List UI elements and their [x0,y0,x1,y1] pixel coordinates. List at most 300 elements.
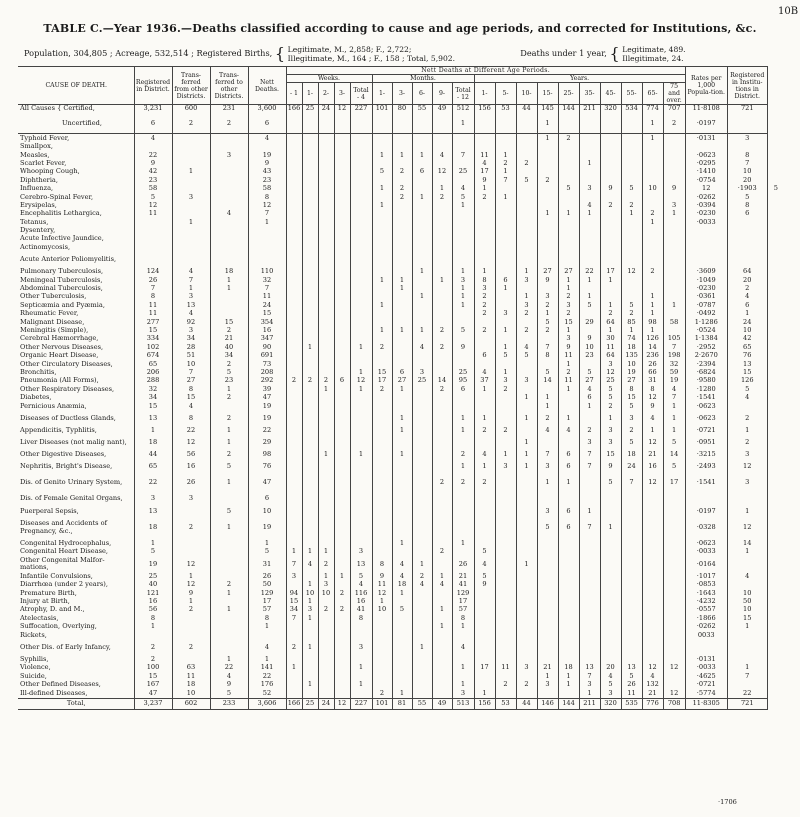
table-cell [432,202,452,210]
table-cell [621,516,642,540]
table-cell: 320 [600,698,621,709]
table-cell [334,672,350,680]
table-cell: 27 [558,268,579,276]
table-cell: 9 [579,335,600,343]
table-cell [516,218,537,226]
table-cell: 90 [248,343,286,351]
table-cell [302,301,318,309]
table-cell: ·0131 [685,134,727,143]
years-header: Years. [474,75,685,83]
table-cell: 25 [134,572,172,580]
table-cell [318,210,334,218]
table-cell: 15 [600,451,621,459]
table-cell: 2 [558,310,579,318]
table-cell: 4 [474,451,495,459]
table-cell [537,548,558,556]
population: Population, 304,805 ; [24,48,113,58]
table-cell: 1 [210,276,248,284]
table-cell [558,252,579,268]
table-cell [642,540,663,548]
all-causes-sub: Uncertified, [62,118,102,127]
age-col-header: 65- [642,83,663,105]
table-cell: 1 [172,218,210,226]
table-cell [172,202,210,210]
table-cell: 8 [134,293,172,301]
deaths-label: Deaths under 1 year, [520,48,607,58]
table-cell: ·0131 [685,656,727,664]
table-cell [286,689,302,698]
table-cell [412,235,432,243]
table-cell [412,301,432,309]
table-cell [516,252,537,268]
table-cell [392,318,412,326]
table-cell: 2 [727,285,767,293]
table-cell [663,218,685,226]
table-cell: 8 [372,556,392,572]
table-cell: 21 [210,335,248,343]
table-cell: 1 [302,614,318,622]
table-cell: 18 [392,581,412,589]
table-cell: 65 [134,360,172,368]
table-cell [621,193,642,201]
table-cell [334,285,350,293]
table-cell: 11 [134,310,172,318]
table-cell: 2 [516,327,537,335]
table-cell [318,507,334,515]
table-cell: 512 [452,105,474,114]
cause-label: Atelectasis, [20,614,59,622]
table-cell: 3 [727,475,767,491]
table-cell: 2 [537,176,558,184]
table-cell [537,143,558,151]
table-cell: 2 [210,327,248,335]
table-cell [172,507,210,515]
table-cell [412,143,432,151]
table-cell [495,185,516,193]
table-cell: 2 [432,548,452,556]
table-cell: 2 [392,193,412,201]
table-cell [474,435,495,451]
table-cell [685,491,727,507]
table-cell: 1 [350,664,372,672]
table-cell: 4 [579,385,600,393]
table-cell: 1 [210,385,248,393]
table-cell: 2 [452,475,474,491]
table-cell: 3 [452,689,474,698]
table-cell [334,202,350,210]
table-cell [579,475,600,491]
table-cell [516,151,537,159]
table-cell: 11 [134,210,172,218]
table-cell [412,394,432,402]
table-cell: 74 [621,335,642,343]
table-cell: 1 [412,151,432,159]
rates-header: Rates per 1,000 Popula-tion. [685,67,727,105]
table-cell: 2 [663,113,685,134]
table-cell [392,113,412,134]
table-cell: 1 [452,301,474,309]
table-cell [516,318,537,326]
table-cell: 1 [516,451,537,459]
table-cell [558,218,579,226]
table-cell [372,394,392,402]
table-cell: 76 [727,352,767,360]
table-cell: 12 [685,185,727,193]
table-cell [537,631,558,639]
age-col-header: 35- [579,83,600,105]
table-cell: 4 [172,268,210,276]
table-cell: 1 [495,451,516,459]
table-cell [537,623,558,631]
table-cell [350,243,372,251]
table-cell [372,681,392,689]
table-cell [642,143,663,151]
table-cell: 50 [727,598,767,606]
table-cell [558,235,579,243]
cause-label: Meningeal Tuberculosis, [20,276,103,284]
table-cell [318,193,334,201]
table-cell [432,394,452,402]
table-cell [350,168,372,176]
table-cell [210,548,248,556]
table-cell [412,160,432,168]
table-cell: 4 [172,310,210,318]
table-cell: ·0230 [685,285,727,293]
table-cell: 44 [516,105,537,114]
table-cell: 6 [392,369,412,377]
table-cell [302,507,318,515]
table-cell: 7 [495,176,516,184]
table-cell [412,435,432,451]
table-cell [334,227,350,235]
table-cell: 2 [210,360,248,368]
table-cell: 1 [558,411,579,427]
table-cell [302,352,318,360]
table-cell [302,360,318,368]
table-cell: 101 [372,698,392,709]
table-cell [318,459,334,475]
table-cell: 24 [318,698,334,709]
table-cell: 94 [286,589,302,597]
table-cell [334,235,350,243]
table-cell: 2 [727,411,767,427]
table-cell [412,243,432,251]
table-cell: 3 [210,151,248,159]
table-cell [474,516,495,540]
table-cell: 3 [600,689,621,698]
cause-label: Erysipelas, [20,201,57,209]
table-cell [432,285,452,293]
cause-label: Other Dis. of Early Infancy, [20,642,111,651]
table-cell [452,176,474,184]
weeks-header: Weeks. [286,75,372,83]
table-cell: 1 [318,548,334,556]
table-cell [621,285,642,293]
table-cell: ·2493 [685,459,727,475]
table-cell [600,193,621,201]
table-cell [642,252,663,268]
table-cell: 7 [134,285,172,293]
table-row [18,210,784,218]
table-cell [537,385,558,393]
table-cell [432,268,452,276]
table-cell: 1 [412,268,432,276]
table-cell [537,491,558,507]
table-cell [392,352,412,360]
table-cell [579,491,600,507]
table-cell [600,491,621,507]
table-cell [412,113,432,134]
table-cell [558,656,579,664]
table-cell [286,335,302,343]
table-cell [579,227,600,235]
table-cell: 1 [642,218,663,226]
table-cell: 13 [172,301,210,309]
table-cell: 1 [474,185,495,193]
table-cell [600,507,621,515]
table-row [18,343,784,351]
table-cell: 5 [516,176,537,184]
table-cell [663,193,685,201]
table-cell: 100 [134,664,172,672]
table-cell [558,598,579,606]
table-cell [318,176,334,184]
table-cell: ·0033 [685,548,727,556]
table-cell [642,276,663,284]
table-cell: 2 [516,681,537,689]
table-cell: 1 [210,656,248,664]
table-cell: 4 [663,385,685,393]
table-cell: 11 [558,377,579,385]
table-cell: ·0361 [685,293,727,301]
table-cell [474,640,495,656]
table-cell [474,631,495,639]
table-cell: 4 [600,672,621,680]
table-cell: 1 [642,327,663,335]
table-cell: 29 [248,435,286,451]
table-cell [663,640,685,656]
table-cell: 1 [432,185,452,193]
table-cell: 76 [248,459,286,475]
table-cell [334,598,350,606]
table-cell [372,193,392,201]
table-cell: 534 [621,105,642,114]
table-cell: 11 [558,352,579,360]
table-cell: 1 [642,113,663,134]
table-cell [452,310,474,318]
table-cell [621,540,642,548]
table-cell [642,176,663,184]
table-cell [334,335,350,343]
table-cell: 49 [432,698,452,709]
table-cell: 1 [392,276,412,284]
table-cell [727,218,767,226]
table-cell [334,360,350,368]
table-cell: 1 [372,327,392,335]
table-cell: 8 [727,202,767,210]
table-cell [210,293,248,301]
table-cell: 5 [372,168,392,176]
table-cell [412,664,432,672]
table-cell [663,572,685,580]
table-cell: 92 [172,318,210,326]
table-cell [663,176,685,184]
table-cell: 1 [727,664,767,672]
table-cell: 1 [372,301,392,309]
table-cell [663,491,685,507]
table-cell [516,598,537,606]
table-cell [642,227,663,235]
table-cell: 22 [248,672,286,680]
table-cell: 3 [558,301,579,309]
table-cell: 1 [172,598,210,606]
table-cell [558,160,579,168]
all-causes-sub: Certified, [63,104,95,113]
table-cell [579,623,600,631]
table-cell [432,491,452,507]
table-row [18,235,784,243]
table-cell: 10 [642,185,663,193]
table-row [18,352,784,360]
table-title: TABLE C.—Year 1936.—Deaths classified according to cause and age periods, and corrected for Institutions, &c. [43,22,757,35]
table-cell: 4 [537,427,558,435]
table-cell [334,614,350,622]
table-cell: 4 [474,160,495,168]
table-cell [642,285,663,293]
table-cell: 1 [495,343,516,351]
table-cell [600,160,621,168]
table-cell: 288 [134,377,172,385]
all-causes-heading: All Causes [20,104,55,113]
table-cell [642,614,663,622]
table-cell [334,276,350,284]
table-cell: 4 [248,134,286,143]
table-cell: 1 [412,193,432,201]
table-cell [685,252,727,268]
table-cell: 2 [474,310,495,318]
table-cell: 15 [621,394,642,402]
table-row [18,202,784,210]
table-cell [350,689,372,698]
table-cell: 18 [621,343,642,351]
cause-label: Influenza, [20,184,54,193]
table-cell [432,243,452,251]
deaths-illegit: Illegitimate, 24. [622,54,684,63]
table-cell [302,435,318,451]
table-cell [558,614,579,622]
table-cell: 6 [134,113,172,134]
table-cell: 3 [558,335,579,343]
table-cell: 3 [537,507,558,515]
table-cell [452,491,474,507]
table-cell [495,113,516,134]
age-col-header: 10- [516,83,537,105]
table-cell [334,656,350,664]
table-cell [621,589,642,597]
table-cell [621,151,642,159]
table-cell: 3 [537,681,558,689]
table-cell [286,672,302,680]
table-cell [286,623,302,631]
table-cell: 236 [642,352,663,360]
table-cell [412,451,432,459]
table-cell [621,113,642,134]
table-cell [412,516,432,540]
table-cell: 2 [495,160,516,168]
table-cell: 1·1286 [685,318,727,326]
table-cell: 11 [495,664,516,672]
table-cell [727,402,767,410]
table-cell: 691 [248,352,286,360]
table-cell: 19 [248,151,286,159]
table-cell: 5 [579,369,600,377]
table-cell: 231 [210,105,248,114]
table-cell: 5 [727,193,767,201]
table-cell [600,548,621,556]
table-cell [495,202,516,210]
table-cell: 1 [286,664,302,672]
table-cell [334,243,350,251]
table-row [18,160,784,168]
table-cell [372,459,392,475]
table-cell: 354 [248,318,286,326]
table-cell [350,143,372,151]
table-cell: 8 [642,385,663,393]
table-cell: 132 [642,681,663,689]
table-row [18,377,784,385]
table-cell: 12 [350,377,372,385]
table-cell: 6 [558,516,579,540]
table-cell: 4 [432,581,452,589]
table-cell [558,113,579,134]
table-cell [642,168,663,176]
table-cell: 2 [537,301,558,309]
table-cell [372,411,392,427]
table-cell [621,656,642,664]
table-cell [334,451,350,459]
table-cell [372,318,392,326]
table-cell [432,227,452,235]
table-cell [516,581,537,589]
table-cell [537,151,558,159]
cause-label: Puerperal Sepsis, [20,507,79,515]
table-cell: 1 [210,427,248,435]
table-cell [302,402,318,410]
table-cell: 116 [350,589,372,597]
table-cell [318,598,334,606]
table-cell: 1 [621,327,642,335]
table-cell: 1 [600,516,621,540]
table-cell [318,285,334,293]
table-cell [318,113,334,134]
table-cell: ·1866 [685,614,727,622]
table-cell: 233 [210,698,248,709]
table-cell: 24 [318,105,334,114]
table-cell [210,598,248,606]
table-cell: 17 [600,268,621,276]
table-row [18,411,784,427]
table-cell [392,475,412,491]
table-cell [350,352,372,360]
table-cell: 21 [642,689,663,698]
table-cell [318,352,334,360]
table-cell [334,218,350,226]
table-cell: 2 [474,193,495,201]
table-cell [210,310,248,318]
table-cell: 2 [334,589,350,597]
table-cell [495,689,516,698]
table-cell [392,235,412,243]
